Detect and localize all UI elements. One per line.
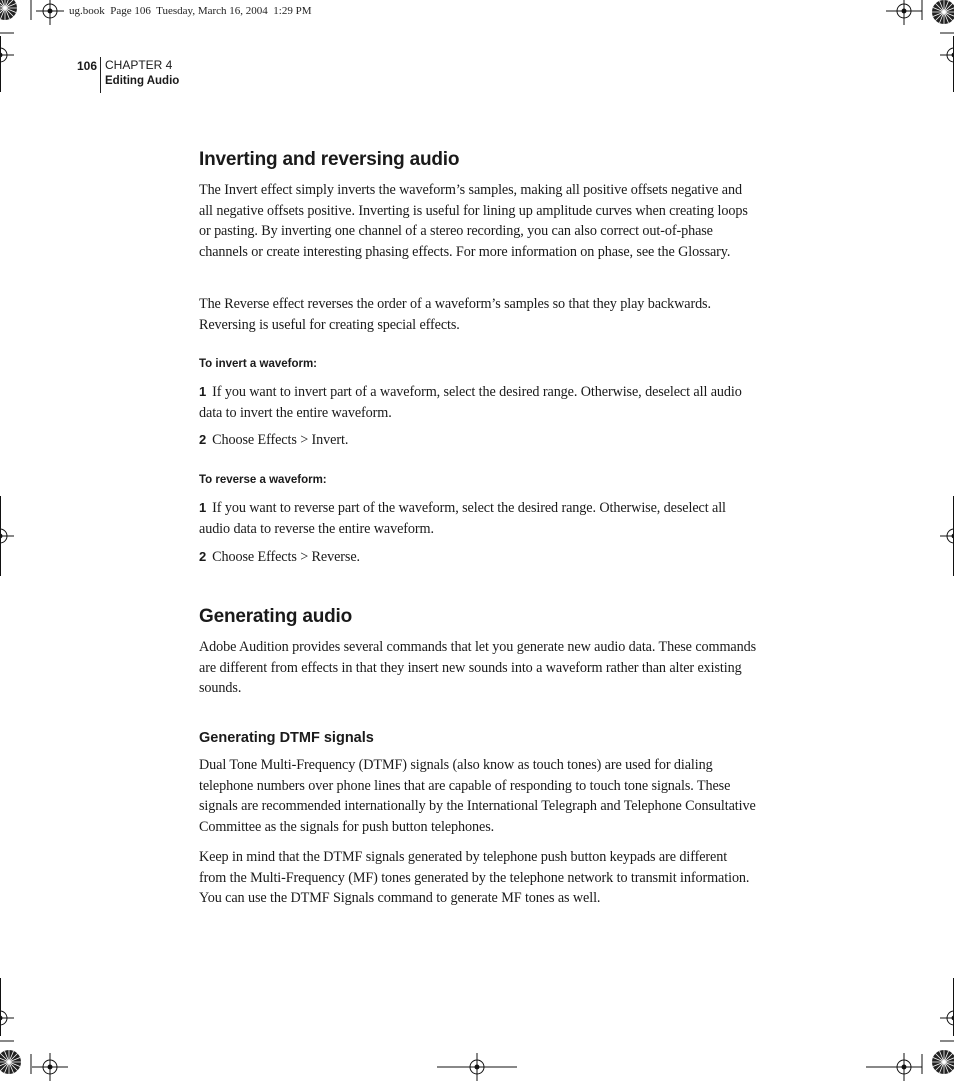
procedure-step: [199, 547, 757, 568]
paragraph-generating-intro: Adobe Audition provides several commands that let you generate new audio data. These commands are different from effects in that they insert new sounds into a waveform rather than alter existing sounds.: [199, 637, 757, 699]
registration-target-icon: [938, 35, 954, 75]
step-number: 1: [199, 500, 206, 515]
step-text: If you want to reverse part of the waveform, select the desired range. Otherwise, deselect all audio data to reverse the entire waveform.: [199, 500, 726, 537]
starburst-mark-icon: [929, 1044, 954, 1080]
chapter-label: CHAPTER 4: [105, 58, 172, 72]
registration-target-icon: [0, 35, 16, 75]
subheading-dtmf: Generating DTMF signals: [199, 730, 374, 746]
registration-target-icon: [30, 0, 70, 31]
procedure-step: [199, 430, 757, 451]
procedure-step: [199, 382, 757, 423]
starburst-mark-icon: [0, 0, 20, 26]
registration-target-icon: [30, 1047, 70, 1087]
registration-target-icon: [938, 998, 954, 1038]
starburst-mark-icon: [929, 0, 954, 30]
paragraph-dtmf-description: Dual Tone Multi-Frequency (DTMF) signals (also know as touch tones) are used for dialing telephone numbers over phone lines that are capable of responding to touch tone signals. These signals are recommended internationally by the International Telegraph and Telephone Consultative Committee as the signals for push button telephones.: [199, 755, 757, 838]
chapter-title: Editing Audio: [105, 75, 179, 87]
step-text: Choose Effects > Invert.: [212, 432, 348, 448]
step-text: If you want to invert part of a waveform, select the desired range. Otherwise, deselect all audio data to invert the entire waveform.: [199, 384, 742, 421]
paragraph-invert-effect: The Invert effect simply inverts the waveform’s samples, making all positive offsets negative and all negative offsets positive. Inverting is useful for lining up amplitude curves when creating loops or pasting. By inverting one channel of a stereo recording, you can also correct out-of-phase channels or create interesting phasing effects. For more information on phase, see the Glossary.: [199, 180, 757, 263]
registration-target-icon: [0, 516, 16, 556]
page-number: 106: [73, 59, 97, 73]
starburst-mark-icon: [0, 1044, 24, 1080]
step-number: 2: [199, 549, 206, 564]
print-slug: ug.book Page 106 Tuesday, March 16, 2004 1:29 PM: [69, 5, 312, 17]
registration-target-icon: [938, 516, 954, 556]
registration-target-icon: [0, 998, 16, 1038]
procedure-step: [199, 498, 757, 539]
section-heading-generating: Generating audio: [199, 606, 352, 628]
procedure-title-invert: To invert a waveform:: [199, 358, 317, 370]
step-text: Choose Effects > Reverse.: [212, 549, 360, 565]
registration-target-icon: [884, 0, 924, 31]
section-heading-inverting: Inverting and reversing audio: [199, 149, 459, 171]
step-number: 1: [199, 384, 206, 399]
registration-target-icon: [437, 1047, 517, 1087]
step-number: 2: [199, 432, 206, 447]
paragraph-reverse-effect: The Reverse effect reverses the order of a waveform’s samples so that they play backwards. Reversing is useful for creating special effects.: [199, 294, 757, 335]
running-head-divider: [100, 57, 101, 93]
procedure-title-reverse: To reverse a waveform:: [199, 474, 327, 486]
paragraph-dtmf-note: Keep in mind that the DTMF signals generated by telephone push button keypads are different from the Multi-Frequency (MF) tones generated by the telephone network to transmit information. You can use the DTMF Signals command to generate MF tones as well.: [199, 847, 757, 909]
